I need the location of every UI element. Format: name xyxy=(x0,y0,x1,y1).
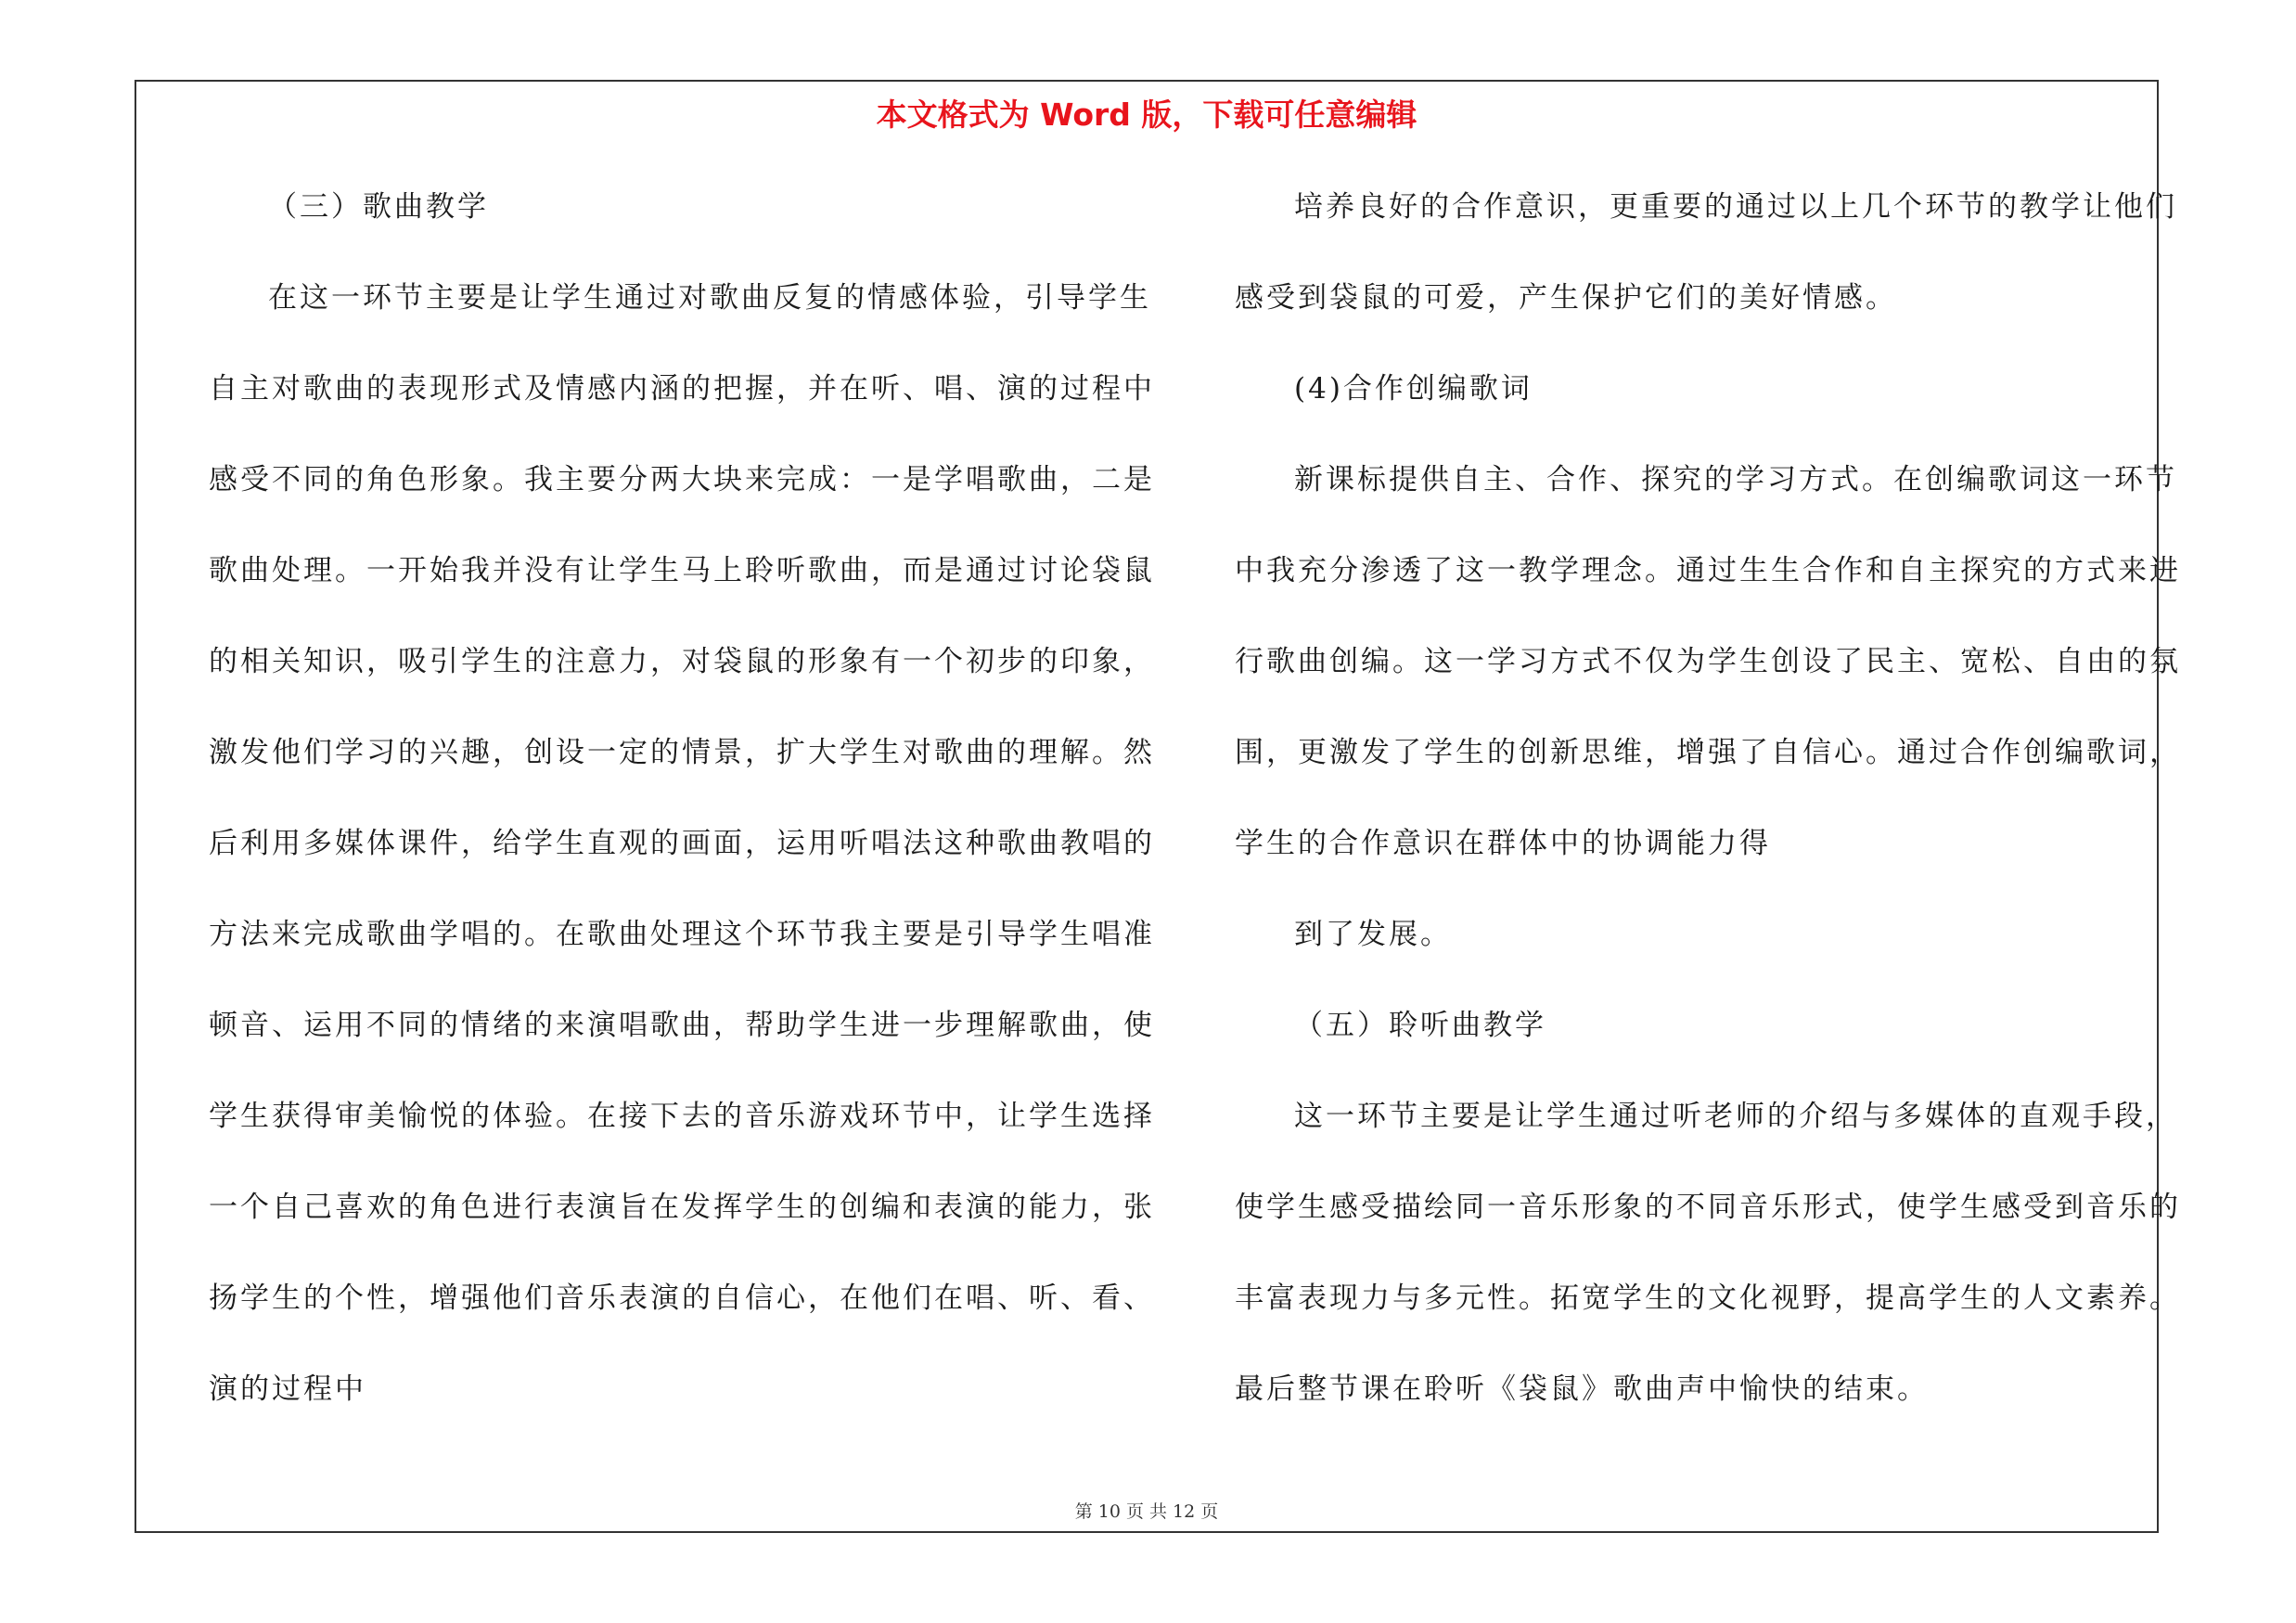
text-line: 激发他们学习的兴趣，创设一定的情景，扩大学生对歌曲的理解。然 xyxy=(209,736,1155,769)
text-line: 顿音、运用不同的情绪的来演唱歌曲，帮助学生进一步理解歌曲，使 xyxy=(209,1009,1155,1042)
text-line: 歌曲处理。一开始我并没有让学生马上聆听歌曲，而是通过讨论袋鼠 xyxy=(209,554,1155,587)
text-line: 新课标提供自主、合作、探究的学习方式。在创编歌词这一环节 xyxy=(1294,463,2177,496)
text-line: 最后整节课在聆听《袋鼠》歌曲声中愉快的结束。 xyxy=(1235,1372,1929,1406)
text-line: 在这一环节主要是让学生通过对歌曲反复的情感体验，引导学生 xyxy=(268,281,1151,315)
format-banner: 本文格式为 Word 版，下载可任意编辑 xyxy=(876,97,1417,133)
text-line: 一个自己喜欢的角色进行表演旨在发挥学生的创编和表演的能力，张 xyxy=(209,1191,1155,1224)
text-line: 感受不同的角色形象。我主要分两大块来完成：一是学唱歌曲，二是 xyxy=(209,463,1155,496)
text-line: 围，更激发了学生的创新思维，增强了自信心。通过合作创编歌词， xyxy=(1235,736,2181,769)
left-column xyxy=(209,184,1155,1457)
text-line: 这一环节主要是让学生通过听老师的介绍与多媒体的直观手段， xyxy=(1294,1100,2177,1133)
text-line: 行歌曲创编。这一学习方式不仅为学生创设了民主、宽松、自由的氛 xyxy=(1235,645,2181,678)
text-line: (4)合作创编歌词 xyxy=(1294,372,1533,406)
text-line: 演的过程中 xyxy=(209,1372,366,1406)
page-number-footer: 第 10 页 共 12 页 xyxy=(1074,1501,1219,1522)
text-line: 使学生感受描绘同一音乐形象的不同音乐形式，使学生感受到音乐的 xyxy=(1235,1191,2181,1224)
text-line: 的相关知识，吸引学生的注意力，对袋鼠的形象有一个初步的印象， xyxy=(209,645,1155,678)
text-line: 学生获得审美愉悦的体验。在接下去的音乐游戏环节中，让学生选择 xyxy=(209,1100,1155,1133)
text-line: （五）聆听曲教学 xyxy=(1294,1009,1546,1042)
text-line: 丰富表现力与多元性。拓宽学生的文化视野，提高学生的人文素养。 xyxy=(1235,1282,2181,1315)
text-line: 后利用多媒体课件，给学生直观的画面，运用听唱法这种歌曲教唱的 xyxy=(209,827,1155,860)
text-line: 学生的合作意识在群体中的协调能力得 xyxy=(1235,827,1771,860)
text-line: 培养良好的合作意识，更重要的通过以上几个环节的教学让他们 xyxy=(1294,190,2177,224)
text-line: 感受到袋鼠的可爱，产生保护它们的美好情感。 xyxy=(1235,281,1897,315)
right-column xyxy=(1235,184,2181,1457)
text-line: 到了发展。 xyxy=(1294,918,1452,951)
document-page xyxy=(135,80,2181,1533)
text-line: 自主对歌曲的表现形式及情感内涵的把握，并在听、唱、演的过程中 xyxy=(209,372,1155,406)
text-line: 扬学生的个性，增强他们音乐表演的自信心，在他们在唱、听、看、 xyxy=(209,1282,1155,1315)
text-line: 中我充分渗透了这一教学理念。通过生生合作和自主探究的方式来进 xyxy=(1235,554,2181,587)
text-line: 方法来完成歌曲学唱的。在歌曲处理这个环节我主要是引导学生唱准 xyxy=(209,918,1155,951)
text-line: （三）歌曲教学 xyxy=(268,190,489,224)
